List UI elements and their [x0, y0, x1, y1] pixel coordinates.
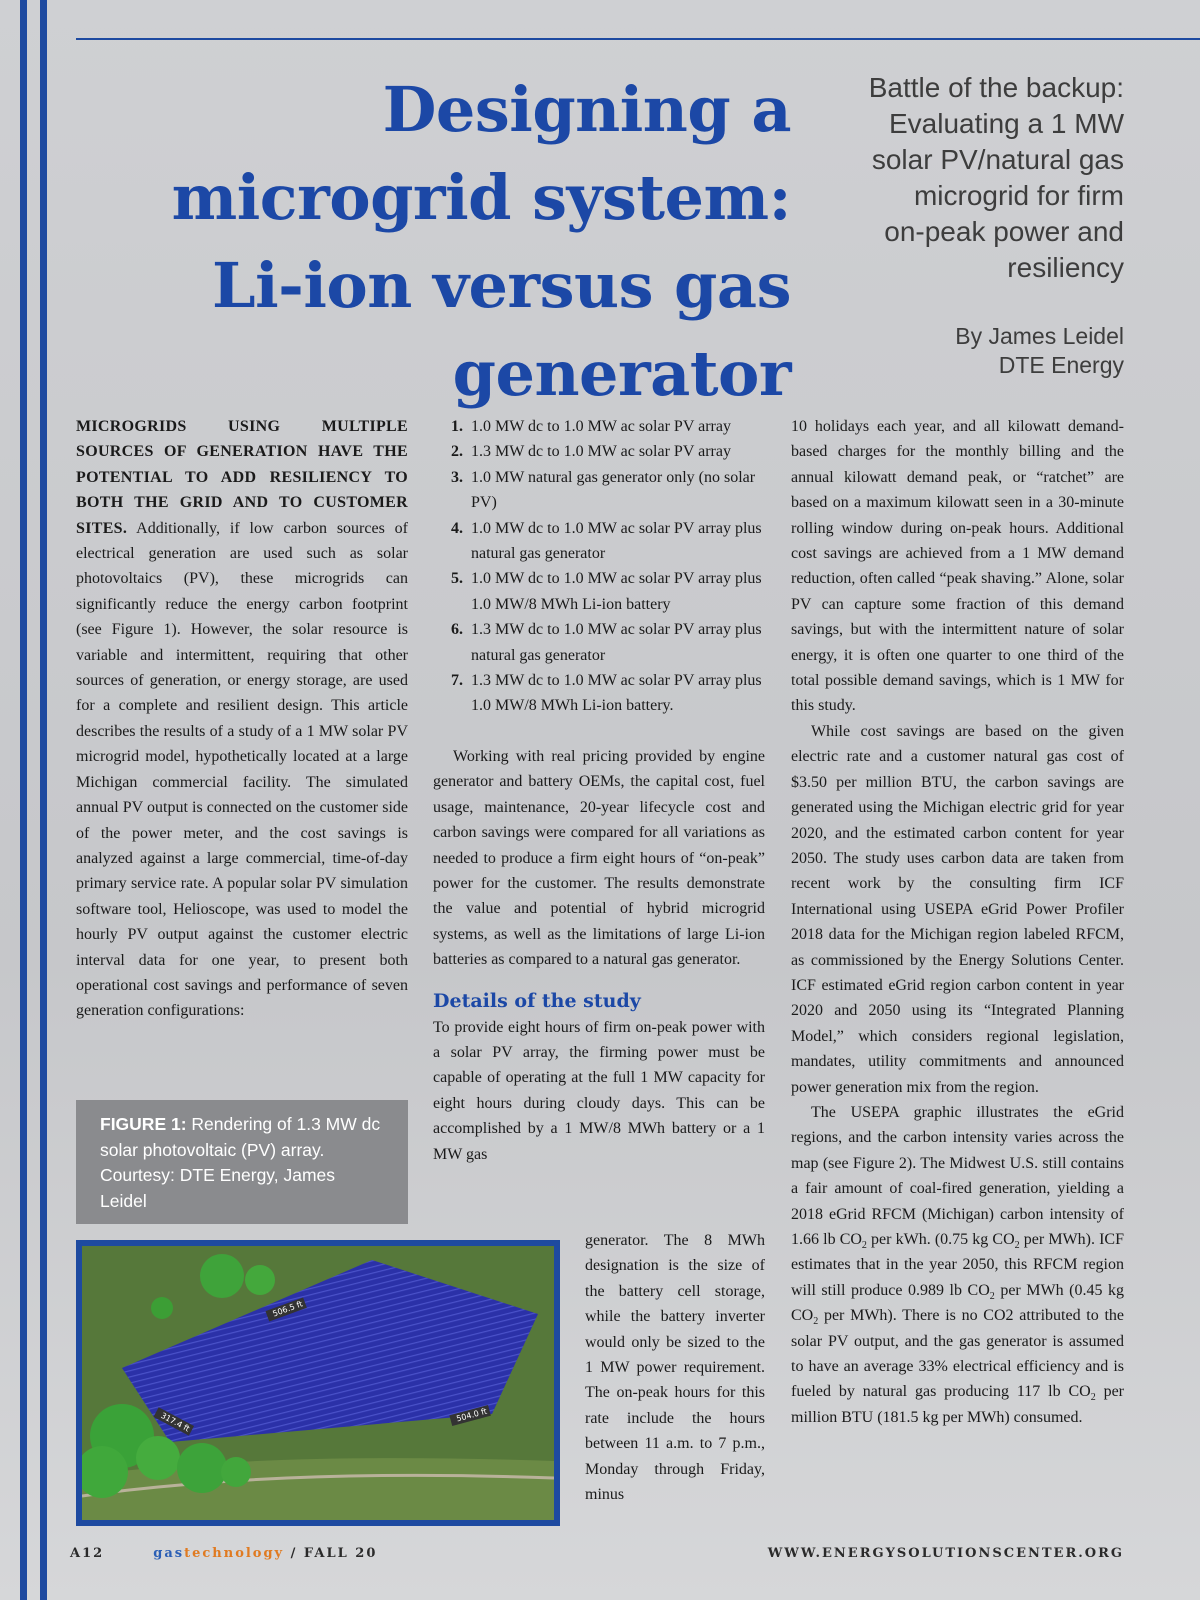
column-3 [791, 414, 1124, 1430]
list-item: 4. 1.0 MW dc to 1.0 MW ac solar PV array plus natural gas generator [451, 519, 762, 563]
body-paragraph: To provide eight hours of firm on-peak power with a solar PV array, the firming power must be capable of operating at the full 1 MW capacity for eight hours during cloudy days. This can be accomplished by a 1 MW/8 MWh battery or a 1 MW gas [433, 1018, 765, 1163]
lead-in-caps: MICROGRIDS USING MULTIPLE SOURCES OF GENERATION HAVE THE POTENTIAL TO ADD RESILIENCY TO BOTH THE GRID AND TO CUSTOMER SITES. [76, 418, 408, 537]
subtitle-line: solar PV/natural gas [871, 144, 1124, 175]
figure-label: FIGURE 1: [100, 1114, 187, 1134]
figure-1-solar-array-rendering [76, 1240, 560, 1526]
dimension-label-top: 506.5 ft [271, 1299, 304, 1319]
subtitle-line: Battle of the backup: [868, 72, 1124, 103]
figure-1-caption [76, 1100, 408, 1224]
title-line: generator [452, 337, 791, 410]
tree [245, 1265, 275, 1295]
list-item: 5. 1.0 MW dc to 1.0 MW ac solar PV array plus 1.0 MW/8 MWh Li-ion battery [451, 570, 762, 613]
list-item: 7. 1.3 MW dc to 1.0 MW ac solar PV array plus 1.0 MW/8 MWh Li-ion battery. [451, 672, 762, 715]
subtitle-line: on-peak power and [884, 216, 1124, 247]
list-item: 3. 1.0 MW natural gas generator only (no solar PV) [451, 468, 756, 512]
title-line: microgrid system: [171, 161, 791, 234]
subtitle-line: microgrid for firm [913, 180, 1124, 211]
tree [136, 1436, 180, 1480]
footer-left [70, 1546, 377, 1561]
left-accent-bar [20, 0, 27, 1600]
intro-body: Additionally, if low carbon sources of electrical generation are used such as solar photovoltaics (PV), these microgrids can significantly reduce the energy carbon footprint (see Figure 1). However, the solar resource is variable and intermittent, requiring that other sources of generation, or energy storage, are used for a complete and resilient design. This article describes the results of a study of a 1 MW solar PV microgrid model, hypothetically located at a large Michigan commercial facility. The simulated annual PV output is connected on the customer side of the power meter, and the cost savings is analyzed against a large commercial, time-of-day primary service rate. A popular solar PV simulation software tool, Helioscope, was used to model the hourly PV output against the customer electric interval data for one year, to present both operational cost savings and performance of seven generation configurations: [76, 519, 408, 1020]
left-accent-bar-inner [40, 0, 47, 1600]
tree [221, 1457, 251, 1487]
author-affiliation: DTE Energy [998, 352, 1124, 378]
tree [151, 1297, 173, 1319]
article-subtitle [830, 70, 1124, 286]
spacer [433, 719, 765, 744]
page-number: A12 [70, 1546, 105, 1561]
intro-paragraph [76, 414, 408, 1024]
issue-label: / FALL 20 [284, 1546, 378, 1561]
subtitle-line: resiliency [1007, 252, 1124, 283]
title-line: Li-ion versus gas [212, 249, 791, 322]
subtitle-line: Evaluating a 1 MW [889, 108, 1124, 139]
column-2-continued [585, 1228, 765, 1507]
brand-technology: technology [184, 1546, 285, 1561]
brand-gas: gas [153, 1546, 185, 1561]
body-paragraph: 10 holidays each year, and all kilowatt demand-based charges for the monthly billing and the annual kilowatt demand peak, or “ratchet” are based on a maximum kilowatt seen in a 30-minute rolling window during on-peak hours. Additional cost savings are achieved from a 1 MW demand reduction, often called “peak shaving.” Alone, solar PV can capture some fraction of this demand savings, but with the intermittent nature of solar energy, it is often one quarter to one third of the total possible demand savings, which is 1 MW for this study. [791, 418, 1124, 715]
byline [830, 322, 1124, 380]
body-paragraph: Working with real pricing provided by engine generator and battery OEMs, the capital cost, fuel usage, maintenance, 20-year lifecycle cost and carbon savings were compared for all variations as needed to produce a firm eight hours of “on-peak” power for the customer. The results demonstrate the value and potential of hybrid microgrid systems, as well as the limitations of large Li-ion batteries as compared to a natural gas generator. [433, 747, 765, 969]
top-rule [76, 38, 1200, 40]
solar-array-image [82, 1246, 554, 1520]
dimension-label-right: 504.0 ft [455, 1406, 488, 1424]
article-title [76, 66, 791, 418]
author-name: By James Leidel [955, 323, 1124, 349]
figure-caption-text: Rendering of 1.3 MW dc solar photovoltaic (PV) array. Courtesy: DTE Energy, James Leidel [100, 1114, 381, 1211]
body-paragraph: The USEPA graphic illustrates the eGrid regions, and the carbon intensity varies across the map (see Figure 2). The Midwest U.S. still contains a fair amount of coal-fired generation, yielding a 2018 eGrid RFCM (Michigan) carbon intensity of 1.66 lb $CO_2$ per kWh. (0.75 kg $CO_2$ per MWh). ICF estimates that in the year 2050, this RFCM region will still produce 0.989 lb $CO_2$ per MWh (0.45 kg $CO_2$ per MWh). There is no CO2 attributed to the solar PV output, and the gas generator is assumed to have an average 33% electrical efficiency and is fueled by natural gas producing 117 lb $CO_2$ per million BTU (181.5 kg per MWh) consumed. [791, 1103, 1124, 1426]
body-paragraph: generator. The 8 MWh designation is the size of the battery cell storage, while the battery inverter would only be sized to the 1 MW power requirement. The on-peak hours for this rate include the hours between 11 a.m. to 7 p.m., Monday through Friday, minus [585, 1232, 765, 1504]
title-line: Designing a [382, 73, 791, 146]
list-item: 2. 1.3 MW dc to 1.0 MW ac solar PV array [451, 443, 731, 461]
body-paragraph: While cost savings are based on the given electric rate and a customer natural gas cost of $3.50 per million BTU, the carbon savings are generated using the Michigan electric grid for year 2020, and the estimated carbon content for year 2050. The study uses carbon data are taken from recent work by the consulting firm ICF International using USEPA eGrid Power Profiler 2018 data for the Michigan region labeled RFCM, as commissioned by the Energy Solutions Center. ICF estimated eGrid region carbon content in year 2020 and 2050 using its “Integrated Planning Model,” which considers regional legislation, mandates, utility commitments and announced power generation mix from the region. [791, 722, 1124, 1096]
dimension-label-left: 317.4 ft [159, 1410, 192, 1434]
footer-url: WWW.ENERGYSOLUTIONSCENTER.ORG [767, 1546, 1124, 1561]
configuration-list [433, 414, 765, 719]
column-1 [76, 414, 408, 1024]
column-2 [433, 414, 765, 1167]
tree [200, 1254, 244, 1298]
tree [177, 1443, 227, 1493]
list-item: 6. 1.3 MW dc to 1.0 MW ac solar PV array plus natural gas generator [451, 621, 762, 664]
section-heading: Details of the study [433, 989, 641, 1012]
list-item: 1. 1.0 MW dc to 1.0 MW ac solar PV array [451, 418, 731, 435]
